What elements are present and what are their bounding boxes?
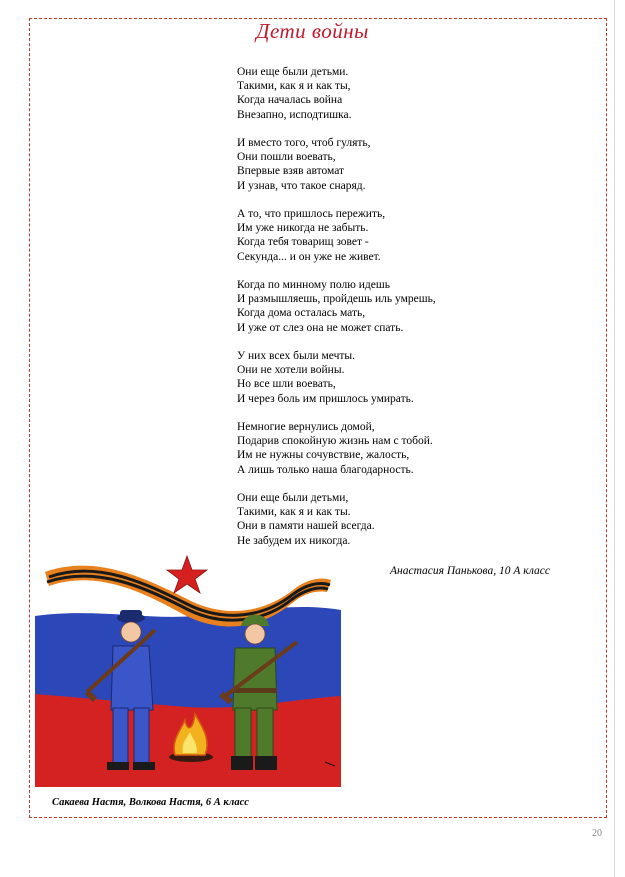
poem-author: Анастасия Панькова, 10 А класс <box>390 565 550 577</box>
poem-stanza <box>237 420 436 477</box>
poem-line: Когда по минному полю идешь <box>237 279 390 291</box>
poem-line: Подарив спокойную жизнь нам с тобой. <box>237 435 433 448</box>
poem-line: И уже от слез она не может спать. <box>237 321 404 334</box>
poem-line: А то, что пришлось пережить, <box>237 208 386 220</box>
poem-stanza <box>237 65 436 122</box>
poem-line: Они еще были детьми. <box>237 66 349 78</box>
poem-line: Им не нужны сочувствие, жалость, <box>237 449 410 462</box>
poem-line: Внезапно, исподтишка. <box>237 108 352 121</box>
poem-line: И через боль им пришлось умирать. <box>237 392 414 405</box>
poem-line: Такими, как я и как ты. <box>237 506 351 519</box>
poem-line: Им уже никогда не забыть. <box>237 222 369 235</box>
drawing-caption: Сакаева Настя, Волкова Настя, 6 А класс <box>52 797 249 808</box>
poem-stanza <box>237 207 436 264</box>
page-number: 20 <box>592 828 602 839</box>
poem-line: И вместо того, чтоб гулять, <box>237 137 371 149</box>
poem-line: Они не хотели войны. <box>237 364 345 377</box>
poem-line: У них всех были мечты. <box>237 350 355 362</box>
flag-blue-band <box>35 607 341 712</box>
poem-stanza <box>237 349 436 406</box>
poem-line: Они в памяти нашей всегда. <box>237 520 375 533</box>
poem-title: Дети войны <box>256 19 369 43</box>
poem-line: Секунда... и он уже не живет. <box>237 250 381 263</box>
poem-stanza <box>237 136 436 193</box>
poem-line: И узнав, что такое снаряд. <box>237 179 366 192</box>
poem-stanza <box>237 491 436 548</box>
poem-line: Немногие вернулись домой, <box>237 421 375 433</box>
poem-line: А лишь только наша благодарность. <box>237 463 414 476</box>
poem-line: Когда дома осталась мать, <box>237 307 366 320</box>
poem-line: Они еще были детьми, <box>237 492 349 504</box>
poem-line: Когда началась война <box>237 94 343 107</box>
poem-stanza <box>237 278 436 335</box>
poem-line: Впервые взяв автомат <box>237 165 345 178</box>
poem-line: Такими, как я и как ты, <box>237 80 351 93</box>
page-edge <box>614 0 615 877</box>
poem-line: Но все шли воевать, <box>237 378 336 391</box>
poem-body <box>237 65 436 548</box>
poem-line: И размышляешь, пройдешь иль умрешь, <box>237 293 436 306</box>
poem-line: Когда тебя товарищ зовет - <box>237 236 369 249</box>
poem-line: Не забудем их никогда. <box>237 534 351 547</box>
children-drawing <box>35 550 341 787</box>
poem-line: Они пошли воевать, <box>237 151 336 164</box>
